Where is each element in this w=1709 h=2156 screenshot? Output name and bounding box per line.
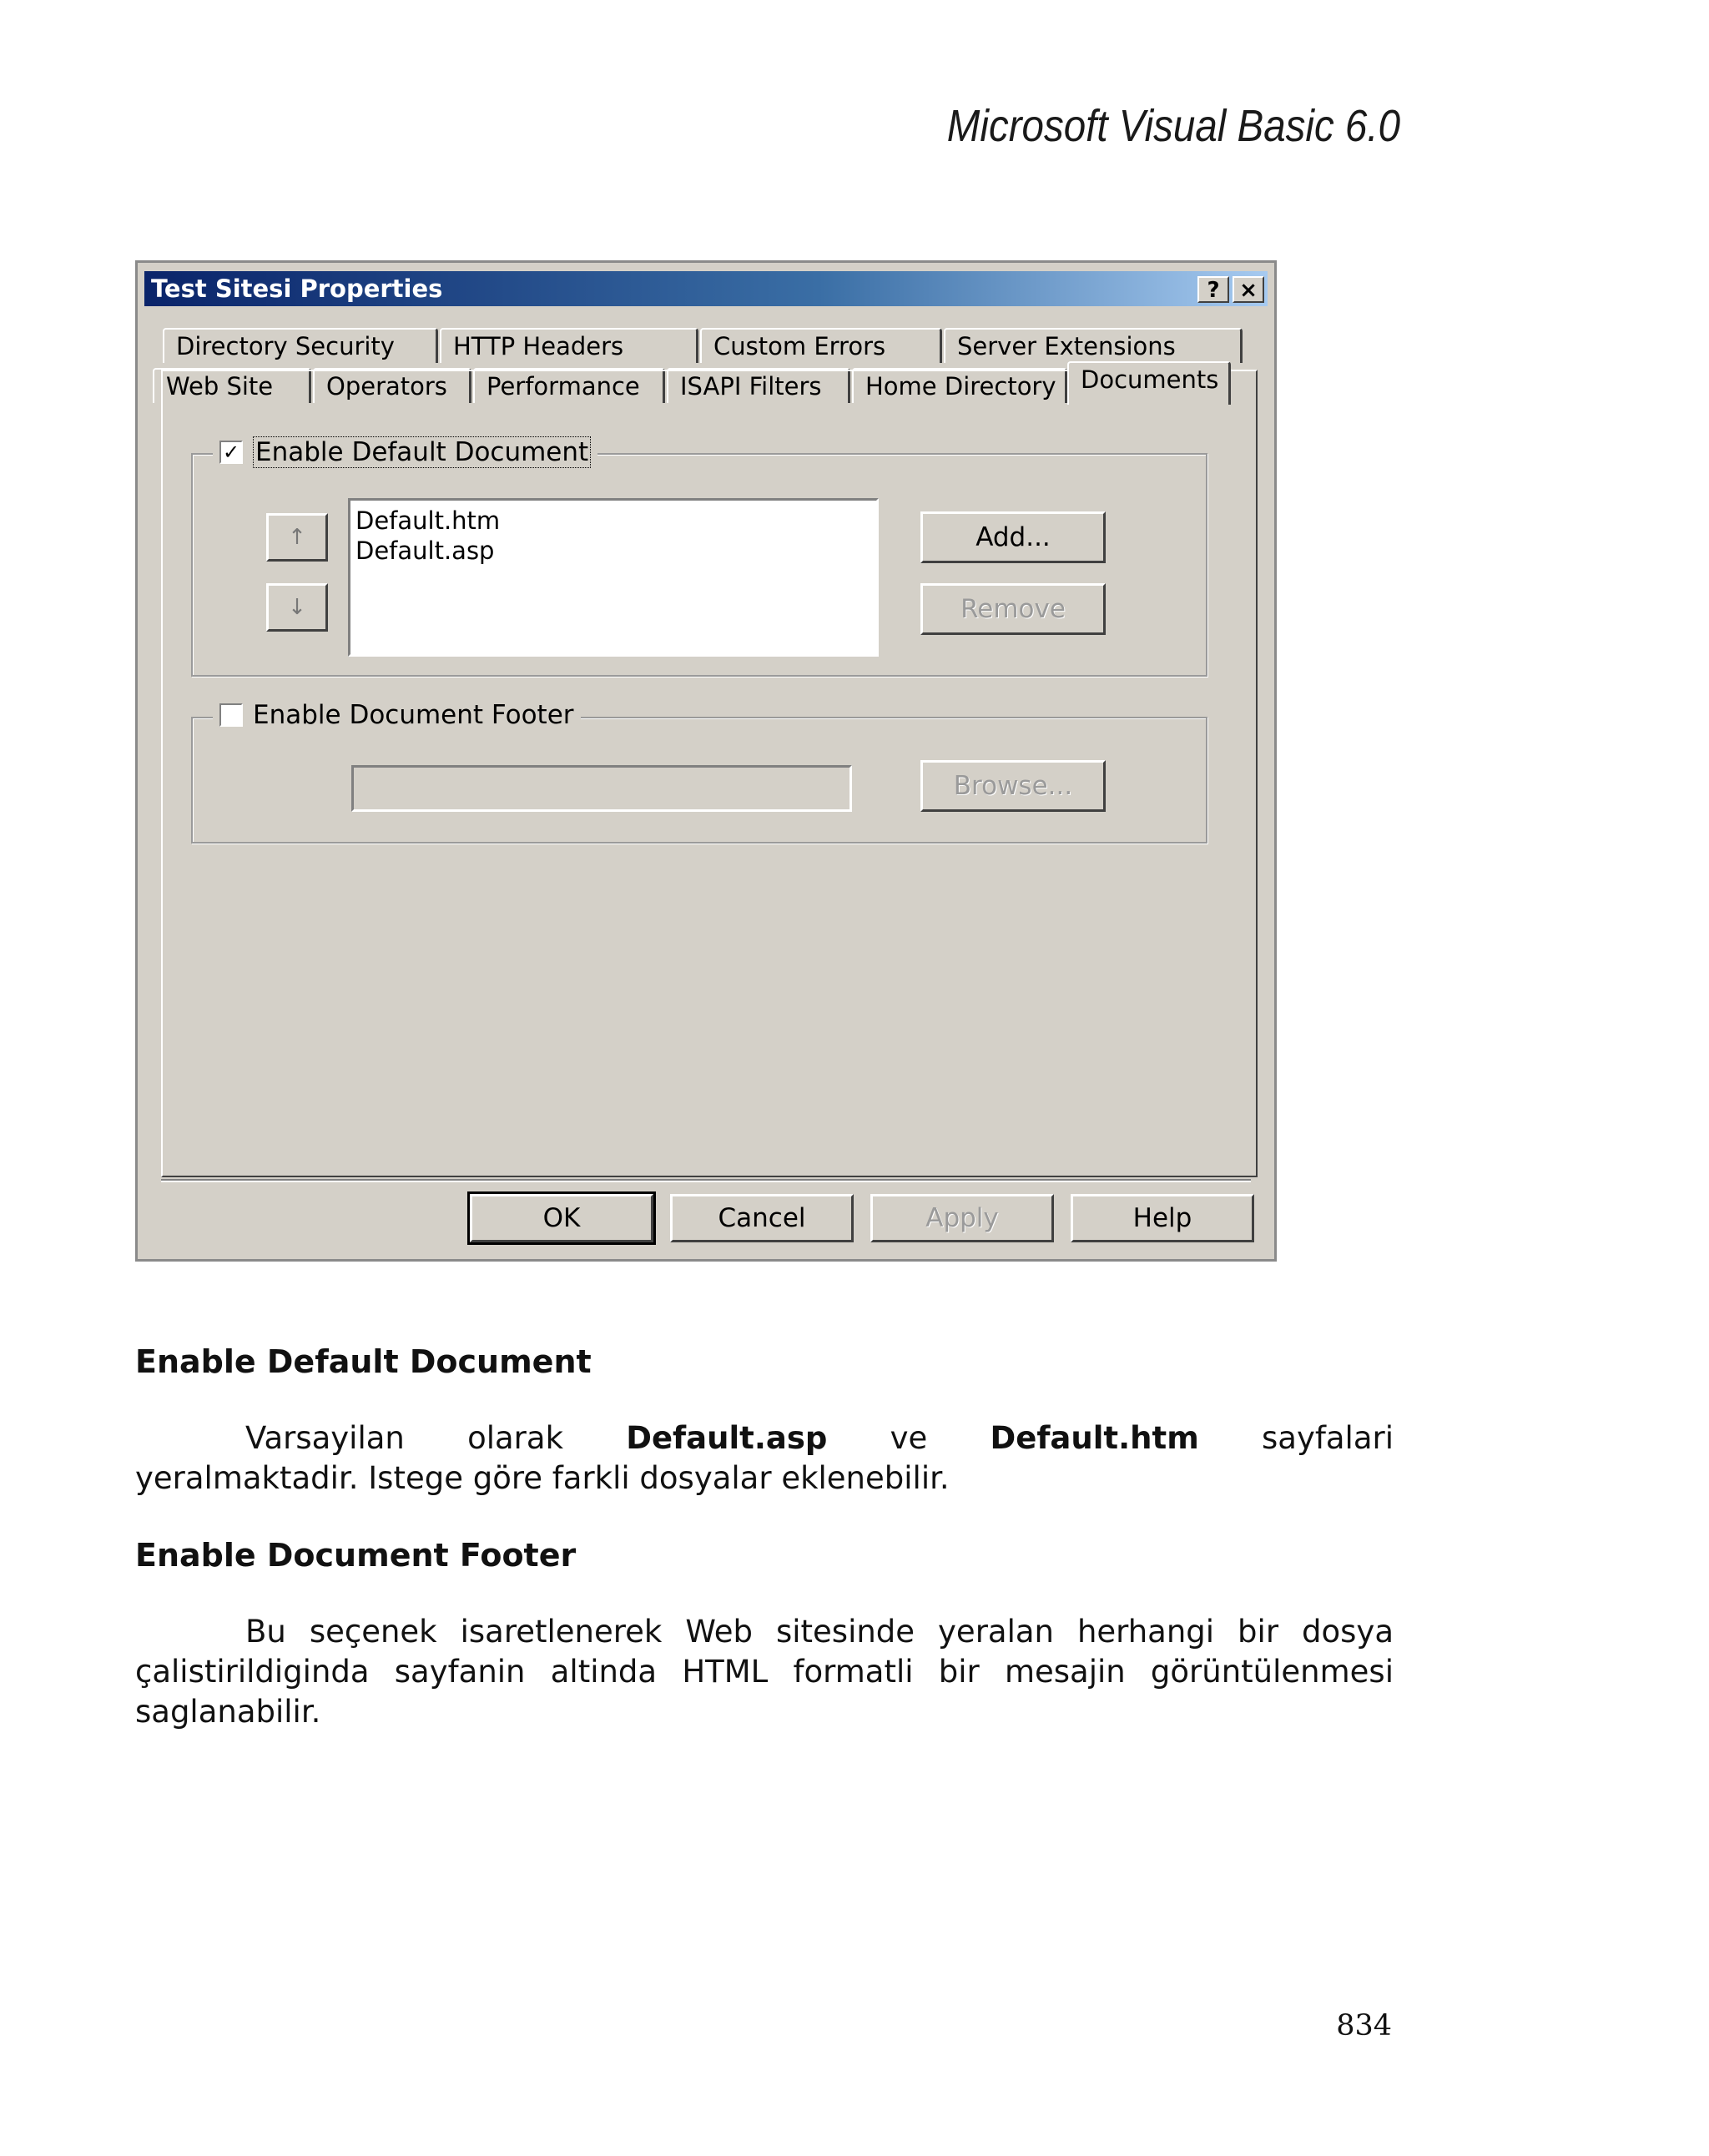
move-up-icon[interactable]: ↑	[266, 513, 328, 562]
para-bold-default-asp: Default.asp	[626, 1420, 828, 1456]
move-down-icon[interactable]: ↓	[266, 583, 328, 632]
documents-tab-panel	[161, 370, 1258, 1177]
para-text: Varsayilan olarak	[245, 1420, 627, 1456]
paragraph-document-footer	[135, 1612, 1394, 1732]
enable-default-document-label: Enable Default Document	[253, 436, 591, 468]
dialog-title: Test Sitesi Properties	[151, 275, 443, 303]
tab-custom-errors[interactable]: Custom Errors	[700, 328, 942, 363]
cancel-button[interactable]: Cancel	[670, 1194, 854, 1242]
enable-document-footer-checkbox[interactable]	[213, 700, 581, 730]
default-documents-list[interactable]	[348, 498, 879, 657]
section-heading-default-document: Enable Default Document	[135, 1343, 592, 1380]
section-heading-document-footer: Enable Document Footer	[135, 1537, 577, 1574]
tab-web-site[interactable]: Web Site	[153, 368, 311, 403]
check-icon[interactable]: ✓	[219, 441, 243, 464]
enable-document-footer-label: Enable Document Footer	[253, 700, 574, 730]
tab-documents[interactable]: Documents	[1067, 361, 1231, 405]
apply-button[interactable]: Apply	[870, 1194, 1054, 1242]
enable-default-document-checkbox[interactable]	[213, 436, 597, 468]
footer-path-input[interactable]	[351, 765, 852, 812]
close-icon[interactable]: ×	[1233, 276, 1264, 303]
help-icon[interactable]: ?	[1197, 276, 1229, 303]
paragraph-default-document	[135, 1418, 1394, 1499]
para-text-line2: yeralmaktadir. Istege göre farkli dosyalar eklenebilir.	[135, 1460, 950, 1496]
tab-performance[interactable]: Performance	[473, 368, 665, 403]
remove-button[interactable]: Remove	[920, 583, 1106, 635]
dialog-separator	[161, 1179, 1251, 1182]
para-text-line2: çalistirildiginda sayfanin altinda HTML formatli bir mesajin görüntülenmesi	[135, 1654, 1394, 1690]
dialog-titlebar[interactable]	[144, 271, 1268, 306]
para-text-line1: Bu seçenek isaretlenerek Web sitesinde yeralan herhangi bir dosya	[245, 1614, 1394, 1650]
para-text-line3: saglanabilir.	[135, 1694, 321, 1730]
para-text: sayfalari	[1198, 1420, 1394, 1456]
footer-checkbox-box[interactable]	[219, 703, 243, 727]
tab-isapi-filters[interactable]: ISAPI Filters	[667, 368, 850, 403]
tab-operators[interactable]: Operators	[313, 368, 471, 403]
list-item[interactable]: Default.asp	[355, 536, 495, 565]
list-item[interactable]: Default.htm	[355, 506, 501, 535]
tab-directory-security[interactable]: Directory Security	[163, 328, 438, 363]
page-header-title: Microsoft Visual Basic 6.0	[946, 101, 1400, 151]
add-button[interactable]: Add...	[920, 511, 1106, 563]
properties-dialog	[135, 260, 1277, 1262]
help-button[interactable]: Help	[1071, 1194, 1254, 1242]
browse-button[interactable]: Browse...	[920, 760, 1106, 812]
para-text: ve	[827, 1420, 991, 1456]
page-number: 834	[1336, 2009, 1392, 2043]
tab-server-extensions[interactable]: Server Extensions	[944, 328, 1243, 363]
ok-button[interactable]: OK	[470, 1194, 653, 1242]
tab-home-directory[interactable]: Home Directory	[852, 368, 1067, 403]
tab-http-headers[interactable]: HTTP Headers	[440, 328, 698, 363]
para-bold-default-htm: Default.htm	[990, 1420, 1199, 1456]
